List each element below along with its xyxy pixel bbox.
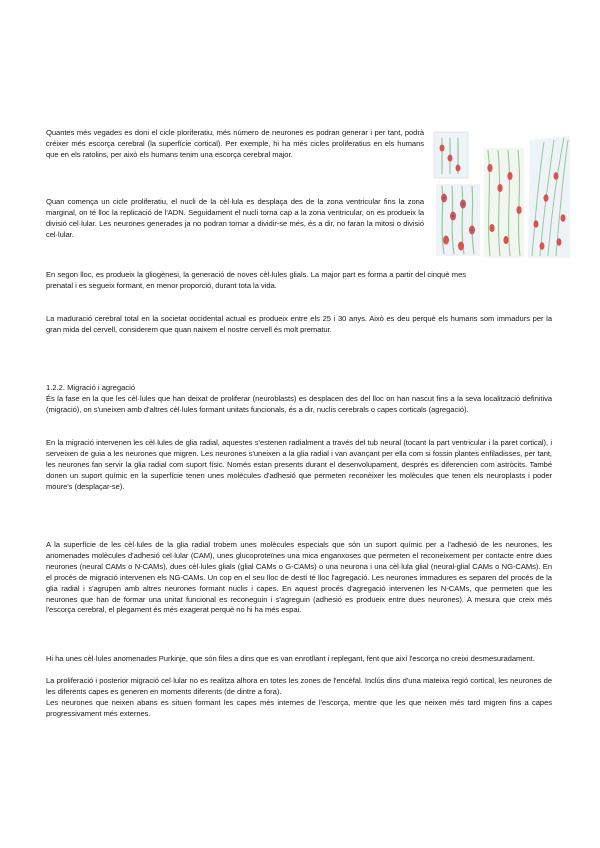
paragraph-purkinje: Hi ha unes cèl·lules anomenades Purkinje, que són files a dins que es van enrotllant i replegant, fent que així l'escorça no creixi desmesuradament. [46, 654, 535, 663]
paragraph-gliogenesis: En segon lloc, es produeix la gliogènesi, la generació de noves cèl·lules glials. La major part es forma a partir del cinquè mes prenatal i es segueix formant, en menor proporció, durant tota la vida. [46, 270, 466, 290]
paragraph-migration-definition: És la fase en la que les cèl·lules que han deixat de proliferar (neuroblasts) es desplacen des del lloc on han nascut fins a la seva localització definitiva (migració), on s'uneixen amb d'altres cèl·lules formant unitats funcionals, és a dir, nuclis cerebrals o capes corticals (agregació). [46, 394, 552, 414]
paragraph-brain-maturation: La maduració cerebral total en la societat occidental actual es produeix entre els 25 i 30 anys. Això es deu perquè els humans som immadurs per la gran mida del cervell, considerem que quan naixem el nostre cervell és molt prematur. [46, 314, 552, 334]
paragraph-radial-glia: En la migració intervenen les cèl·lules de glia radial, aquestes s'estenen radialment a través del tub neural (tocant la part ventricular i la paret cortical), i serveixen de guia a les neurones que migren. Les neurones s'uneixen a la glia radial i van avançant per ella com si fossin plantes enfiladisses, per tant, les neurones fan servir la glia radial com suport físic. Només estan presents durant el desenvolupament, després es diferencien com astròcits. També donen un suport químic en la superfície tenen unes molècules d'adhesió que permeten reconèixer les molècules que tenen els neuroplasts i poder moure's (desplaçar-se). [46, 438, 552, 491]
paragraph-proliferation-timing: La proliferació i posterior migració cel·lular no es realitza alhora en totes les zones de l'encèfal. Inclús dins d'una mateixa regió cortical, les neurones de les diferents capes es generen en moments diferents (de dintre a fora). [46, 676, 552, 696]
paragraph-layer-order: Les neurones que neixen abans es situen formant les capes més internes de l'escorça, mentre que les que neixen més tard migren fins a capes progressivament més externes. [46, 698, 552, 718]
paragraph-proliferation-cycles: Quantes més vegades es doni el cicle ploriferatiu, més número de neurones es podran generar i per tant, podrà créixer més escorça cerebral (la superfície cortical). Per exemple, hi ha més cicles proliferatius en els humans que en els ratolins, per això els humans tenim una escorça cerebral major. [46, 128, 424, 159]
section-heading: 1.2.2. Migració i agregació [46, 383, 136, 392]
paragraph-adhesion-molecules: A la superfície de les cèl·lules de la glia radial trobem unes molècules especials que són un suport químic per a l'adhesió de les neurones, les anomenades molècules d'adhesió cel·lular (CAM), unes glucoproteïnes una mica enganxoses que permeten el reconeixement per contacte entre dues neurones (neural CAMs o N-CAMs), dues cèl·lules glials (glial CAMs o G-CAMs) o una neurona i una cèl·lula glial (neural-glial CAMs o NG-CAMs). En el procés de migració intervenen els NG-CAMs. Un cop en el seu lloc de destí té lloc l'agregació. Les neurones immadures es separen del procés de la glia radial i s'agrupen amb altres neurones formant nuclis i capes. En aquest procés d'agregació intervenen les N-CAMs, que permeten que les neurones que han de formar una unitat funcional es reconeguin i s'agreguin (adhesió es produeix entre dues neurones). A mesura que creix més l'escorça cerebral, el plegament és més exagerat perquè no hi ha més espai. [46, 540, 552, 615]
radial-glia-migration-illustration [432, 128, 572, 268]
figure-svg [432, 128, 572, 268]
paragraph-nucleus-movement: Quan comença un cicle proliferatiu, el nucli de la cèl·lula es desplaça des de la zona ventricular fins la zona marginal, on té lloc la replicació de l'ADN. Seguidament el nucli torna cap a la zona ventricular, on es produeix la divisió cel·lular. Les neurones generades ja no podran tornar a dividir-se més, és a dir, no faran la mitosi o divisió cel·lular. [46, 197, 424, 239]
